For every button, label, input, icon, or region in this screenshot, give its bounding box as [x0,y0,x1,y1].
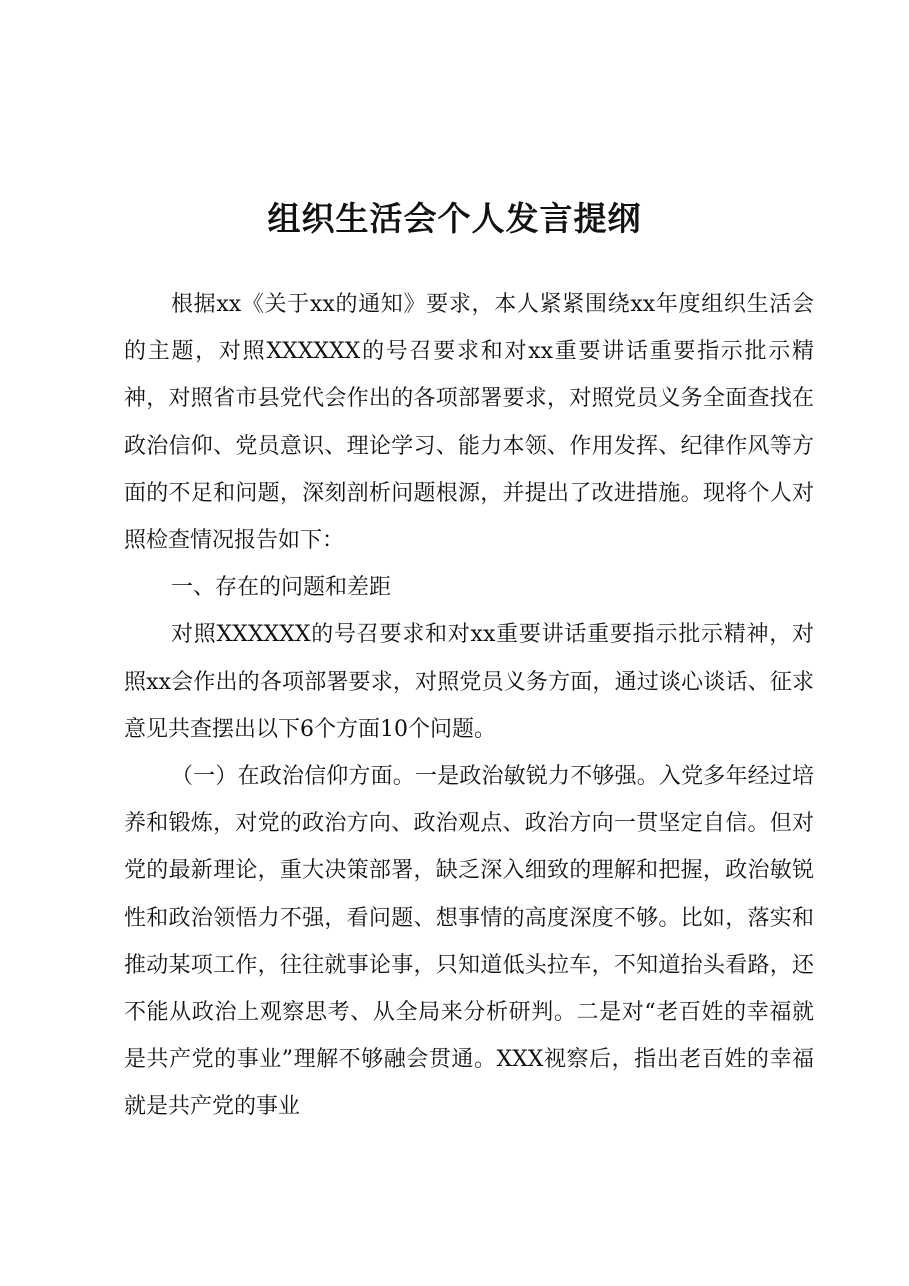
body-paragraph: 对照XXXXXX的号召要求和对xx重要讲话重要指示批示精神，对照xx会作出的各项部署要求，对照党员义务方面，通过谈心谈话、征求意见共查摆出以下6个方面10个问题。 [124,622,814,742]
document-body [124,281,814,1131]
section-heading: 一、存在的问题和差距 [171,575,392,601]
document-title: 组织生活会个人发言提纲 [267,199,642,238]
intro-paragraph: 根据xx《关于xx的通知》要求，本人紧紧围绕xx年度组织生活会的主题，对照XXXXXX的号召要求和对xx重要讲话重要指示批示精神，对照省市县党代会作出的各项部署要求，对照党员义务全面查找在政治信仰、党员意识、理论学习、能力本领、作用发挥、纪律作风等方面的不足和问题，深刻剖析问题根源，并提出了改进措施。现将个人对照检查情况报告如下： [124,292,814,554]
body-paragraph: （一）在政治信仰方面。一是政治敏锐力不够强。入党多年经过培养和锻炼，对党的政治方向、政治观点、政治方向一贯坚定自信。但对党的最新理论，重大决策部署，缺乏深入细致的理解和把握，政治敏锐性和政治领悟力不强，看问题、想事情的高度深度不够。比如，落实和推动某项工作，往往就事论事，只知道低头拉车，不知道抬头看路，还不能从政治上观察思考、从全局来分析研判。二是对“老百姓的幸福就是共产党的事业”理解不够融会贯通。XXX视察后，指出老百姓的幸福就是共产党的事业 [124,764,814,1120]
